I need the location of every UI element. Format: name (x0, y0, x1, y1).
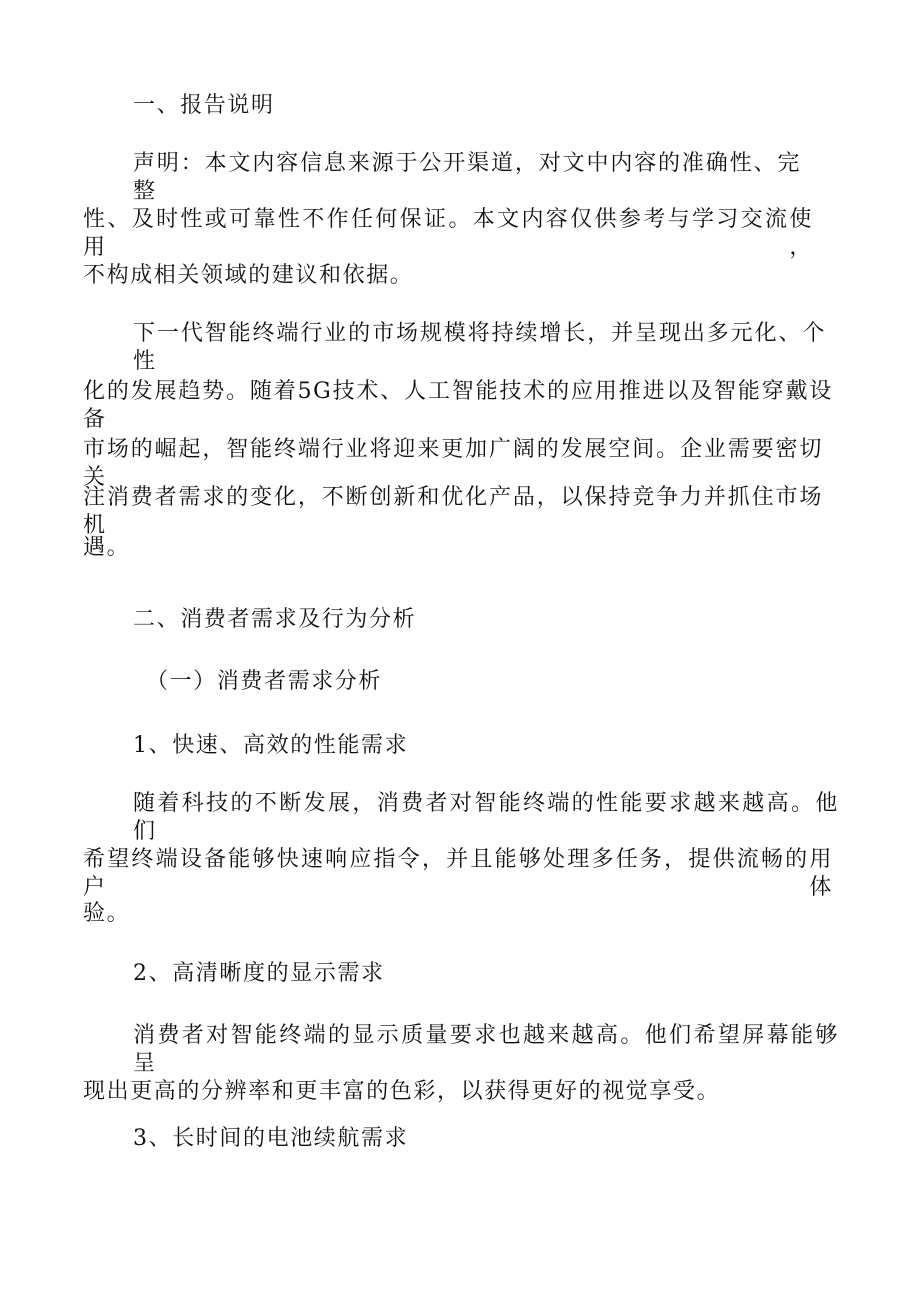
item-performance-line-2: 希望终端设备能够快速响应指令，并且能够处理多任务，提供流畅的用户体 (83, 847, 833, 900)
disclaimer-line-1: 声明：本文内容信息来源于公开渠道，对文中内容的准确性、完整 (133, 151, 801, 204)
item-performance-line-3: 验。 (83, 901, 131, 926)
item-display-line-2: 现出更高的分辨率和更丰富的色彩，以获得更好的视觉享受。 (83, 1079, 721, 1104)
disclaimer-line-2: 性、及时性或可靠性不作任何保证。本文内容仅供参考与学习交流使用， (83, 207, 813, 260)
item-performance-line-1: 随着科技的不断发展，消费者对智能终端的性能要求越来越高。他们 (133, 791, 839, 844)
intro-paragraph-line-4: 注消费者需求的变化，不断创新和优化产品，以保持竞争力并抓住市场机 (83, 485, 823, 538)
item-title-performance: 1、快速、高效的性能需求 (133, 733, 409, 758)
disclaimer-line-3: 不构成相关领域的建议和依据。 (83, 263, 414, 288)
section-heading-report-description: 一、报告说明 (133, 93, 275, 118)
intro-paragraph-line-1: 下一代智能终端行业的市场规模将持续增长，并呈现出多元化、个性 (133, 321, 826, 374)
item-title-display: 2、高清晰度的显示需求 (133, 961, 385, 986)
item-display-line-1: 消费者对智能终端的显示质量要求也越来越高。他们希望屏幕能够呈 (133, 1023, 839, 1076)
subsection-heading-demand-analysis: （一）消费者需求分析 (146, 669, 383, 694)
section-heading-consumer-analysis: 二、消费者需求及行为分析 (133, 607, 417, 632)
item-title-battery: 3、长时间的电池续航需求 (133, 1126, 409, 1151)
intro-paragraph-line-5: 遇。 (83, 535, 131, 560)
intro-paragraph-line-2: 化的发展趋势。随着5G技术、人工智能技术的应用推进以及智能穿戴设备 (83, 379, 833, 432)
intro-paragraph-line-3: 市场的崛起，智能终端行业将迎来更加广阔的发展空间。企业需要密切关 (83, 437, 823, 490)
